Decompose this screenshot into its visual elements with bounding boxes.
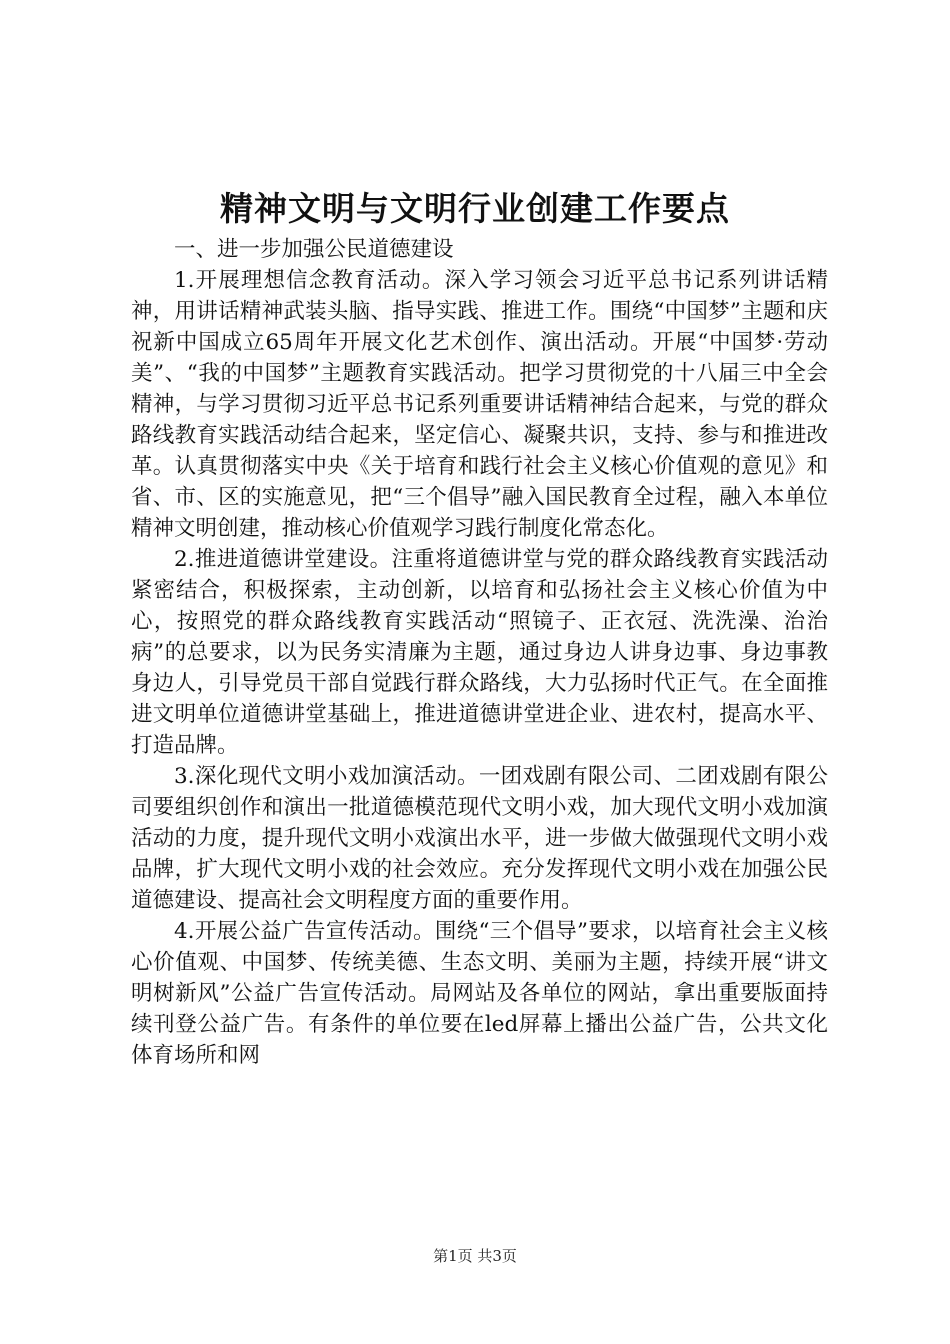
section-heading: 一、进一步加强公民道德建设 <box>174 237 454 262</box>
paragraph-item-4: 4.开展公益广告宣传活动。围绕“三个倡导”要求，以培育社会主义核心价值观、中国梦、传统美德、生态文明、美丽为主题，持续开展“讲文明树新风”公益广告宣传活动。局网站及各单位的网站，拿出重要版面持续刊登公益广告。有条件的单位要在led屏幕上播出公益广告，公共文化体育场所和网 <box>131 919 828 1068</box>
document-body <box>131 234 828 1071</box>
paragraph-item-2: 2.推进道德讲堂建设。注重将道德讲堂与党的群众路线教育实践活动紧密结合，积极探索，主动创新，以培育和弘扬社会主义核心价值为中心，按照党的群众路线教育实践活动“照镜子、正衣冠、洗洗澡、治治病”的总要求，以为民务实清廉为主题，通过身边人讲身边事、身边事教身边人，引导党员干部自觉践行群众路线，大力弘扬时代正气。在全面推进文明单位道德讲堂基础上，推进道德讲堂进企业、进农村，提高水平、打造品牌。 <box>131 547 828 758</box>
document-title: 精神文明与文明行业创建工作要点 <box>220 189 730 228</box>
paragraph-item-1: 1.开展理想信念教育活动。深入学习领会习近平总书记系列讲话精神，用讲话精神武装头脑、指导实践、推进工作。围绕“中国梦”主题和庆祝新中国成立65周年开展文化艺术创作、演出活动。开展“中国梦·劳动美”、“我的中国梦”主题教育实践活动。把学习贯彻党的十八届三中全会精神，与学习贯彻习近平总书记系列重要讲话精神结合起来，与党的群众路线教育实践活动结合起来，坚定信心、凝聚共识，支持、参与和推进改革。认真贯彻落实中央《关于培育和践行社会主义核心价值观的意见》和省、市、区的实施意见，把“三个倡导”融入国民教育全过程，融入本单位精神文明创建，推动核心价值观学习践行制度化常态化。 <box>131 268 828 541</box>
page-footer: 第1页 共3页 <box>433 1247 517 1265</box>
paragraph-item-3: 3.深化现代文明小戏加演活动。一团戏剧有限公司、二团戏剧有限公司要组织创作和演出一批道德模范现代文明小戏，加大现代文明小戏加演活动的力度，提升现代文明小戏演出水平，进一步做大做强现代文明小戏品牌，扩大现代文明小戏的社会效应。充分发挥现代文明小戏在加强公民道德建设、提高社会文明程度方面的重要作用。 <box>131 764 828 913</box>
